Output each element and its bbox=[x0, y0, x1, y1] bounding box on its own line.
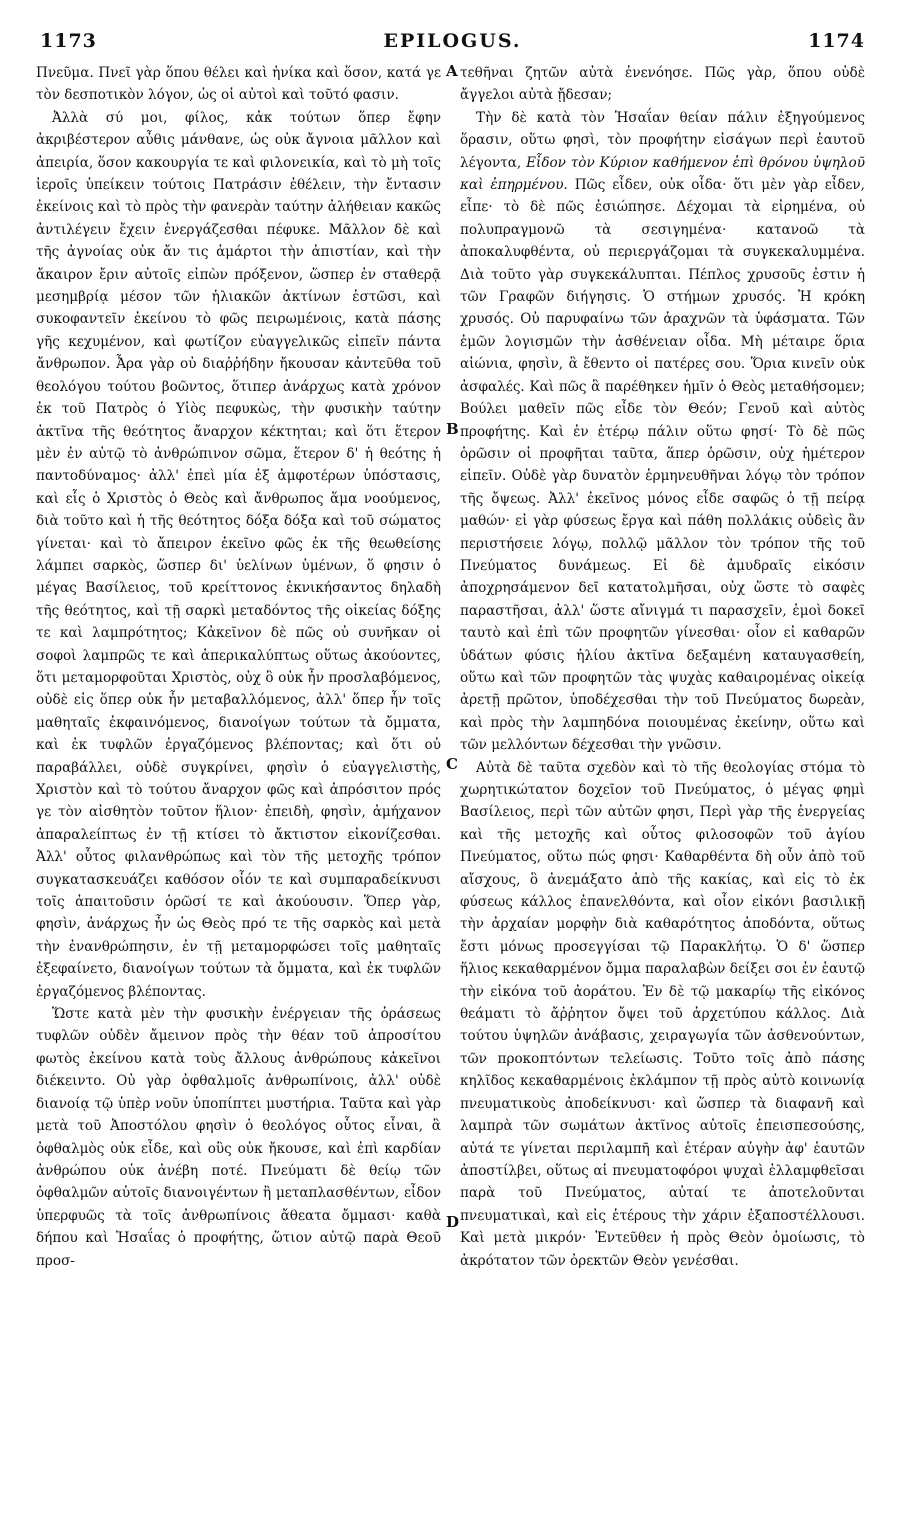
right-paragraph-3: Αὐτὰ δὲ ταῦτα σχεδὸν καὶ τὸ τῆς θεολογίας στόμα τὸ χωρητικώτατον δοχεῖον τοῦ Πνεύματος, ὁ μέγας φημὶ Βασίλειος, περὶ τῶν αὐτῶν φησι, Περὶ γὰρ τῆς ἐνεργείας καὶ τῆς μετοχῆς καὶ οὗτος φιλοσοφῶν τοῦ ἁγίου Πνεύματος, οὕτω πώς φησι· Καθαρθέντα δὴ οὖν ἀπὸ τοῦ αἴσχους, ὃ ἀνεμάξατο ἀπὸ τῆς κακίας, καὶ εἰς τὸ ἐκ φύσεως κάλλος ἐπανελθόντα, καὶ οἷον εἰκόνι βασιλικῇ τὴν ἀρχαίαν μορφὴν διὰ καθαρότητος ἀποδόντα, οὕτως ἔστι μόνως προσεγγίσαι τῷ Παρακλήτῳ. Ὁ δ' ὥσπερ ἥλιος κεκαθαρμένον ὄμμα παραλαβὼν δείξει σοι ἐν ἑαυτῷ τὴν εἰκόνα τοῦ ἀοράτου. Ἐν δὲ τῷ μακαρίῳ τῆς εἰκόνος θεάματι τὸ ἄῤῥητον ὄψει τοῦ ἀρχετύπου κάλλος. Διὰ τούτου ὑψηλῶν ἀνάβασις, χειραγωγία τῶν ἀσθενούντων, τῶν προκοπτόντων τελείωσις. Τοῦτο τοῖς ἀπὸ πάσης κηλῖδος κεκαθαρμένοις ἐκλάμπον τῇ πρὸς αὐτὸ κοινωνίᾳ πνευματικοὺς ἀποδείκνυσι· καὶ ὥσπερ τὰ διαφανῆ καὶ λαμπρὰ τῶν σωμάτων ἀκτῖνος αὐτοῖς ἐπεισπεσούσης, αὐτά τε γίνεται περιλαμπῆ καὶ ἑτέραν αὐγὴν ἀφ' ἑαυτῶν ἀποστίλβει, οὕτως αἱ πνευματοφόροι ψυχαὶ ἐλλαμφθεῖσαι παρὰ τοῦ Πνεύματος, αὐταί τε ἀποτελοῦνται πνευματικαὶ, καὶ εἰς ἑτέρους τὴν χάριν ἐξαποστέλλουσι. Καὶ μετὰ μικρόν· Ἐντεῦθεν ἡ πρὸς Θεὸν ὁμοίωσις, τὸ ἀκρότατον τῶν ὀρεκτῶν Θεὸν γενέσθαι. bbox=[460, 759, 865, 1269]
right-column bbox=[460, 62, 865, 1272]
running-title: EPILOGUS. bbox=[383, 30, 522, 52]
page-number-left: 1173 bbox=[40, 30, 97, 52]
left-paragraph-2: Ἀλλὰ σύ μοι, φίλος, κἀκ τούτων ὅπερ ἔφην ἀκριβέστερον αὖθις μάνθανε, ὡς οὐκ ἄγνοια μᾶλλον καὶ ἀπειρία, ὅσον κακουργία τε καὶ φιλονεικία, καὶ τὸ μὴ τοῖς ἱεροῖς ὑπείκειν τούτοις Πατράσιν ἐθέλειν, τὴν ἔντασιν ἐκείνοις καὶ τὸ πρὸς τὴν φανερὰν ταύτην ἀλήθειαν κακῶς ἀντιλέγειν ἔχειν ἐνεργάζεσθαι πέφυκε. Μᾶλλον δὲ καὶ τῆς ἀγνοίας οὐκ ἄν τις ἁμάρτοι τὴν ἀπιστίαν, καὶ τὴν ἄκαιρον ἔριν αὐτοῖς εἰπὼν πρόξενον, ὥσπερ ἐν σταθερᾷ μεσημβρίᾳ μέσον τῶν ἡλιακῶν ἀκτίνων ἑστῶσι, καὶ συκοφαντεῖν ἐκείνου τὸ φῶς πειρωμένοις, κατὰ πάσης γῆς κεχυμένον, καὶ φωτίζον εὐαγγελικῶς εἰπεῖν πάντα ἄνθρωπον. Ἆρα γὰρ οὐ διαῤῥήδην ἤκουσαν κἀντεῦθα τοῦ θεολόγου τούτου βοῶντος, ὅτιπερ ἀνάρχως κατὰ χρόνον ἐκ τοῦ Πατρὸς ὁ Υἱὸς πεφυκὼς, τὴν φυσικὴν ταύτην ἀκτῖνα τῆς θεότητος ἄναρχον κέκτηται; καὶ ὅτι ἕτερον μὲν ἐν αὐτῷ τὸ ἀνθρώπινον σῶμα, ἕτερον δ' ἡ θεότης ἡ παντοδύναμος· ἀλλ' ἐπεὶ μία ἐξ ἀμφοτέρων ὑπόστασις, καὶ εἷς ὁ Χριστὸς ὁ Θεὸς καὶ ἄνθρωπος ἅμα νοούμενος, διὰ τοῦτο καὶ ἡ τῆς θεότητος δόξα δόξα καὶ τοῦ σώματος γίνεται· καὶ τὸ ἄπειρον ἐκεῖνο φῶς ἐκ τῆς θεωθείσης λάμπει σαρκὸς, ὥσπερ δι' ὑελίνων ὑμένων, ὅ φησιν ὁ μέγας Βασίλειος, τοῦ κρείττονος ἐκνικήσαντος δηλαδὴ τῆς θεότητος, καὶ τῇ σαρκὶ μεταδόντος τῆς οἰκείας δόξης τε καὶ λαμπρότητος; Κἀκεῖνον δὲ πῶς οὐ συνῆκαν οἱ σοφοὶ λαμπρῶς τε καὶ ἀπερικαλύπτως οὕτως ἀκούοντες, ὅτι μεταμορφοῦται Χριστὸς, οὐχ ὃ οὐκ ἦν προσλαβόμενος, οὐδὲ εἰς ὅπερ οὐκ ἦν μεταβαλλόμενος, ἀλλ' ὅπερ ἦν τοῖς μαθηταῖς ἐκφαινόμενος, διανοίγων τούτων τὰ ὄμματα, καὶ ἐκ τυφλῶν ἐργαζόμενος βλέποντας; καὶ ὅτι οὐ παραβάλλει, οὐδὲ συγκρίνει, φησὶν ὁ εὐαγγελιστὴς, Χριστὸν καὶ τὸ τούτου ἄναρχον φῶς καὶ ἀπρόσιτον πρός γε τὸν αἰσθητὸν τοῦτον ἥλιον· ἐπειδὴ, φησὶν, ἀμήχανον ἀπαραλείπτως ἐν τῇ κτίσει τὸ ἄκτιστον εἰκονίζεσθαι. Ἀλλ' οὗτος φιλανθρώπως καὶ τὸν τῆς μετοχῆς τρόπον συγκατασκευάζει καθόσον οἷόν τε καὶ συμπαραδείκνυσι τοῖς ἀπαιτοῦσιν ὁρῶσί τε καὶ ἀκούουσιν. Ὅπερ γὰρ, φησὶν, ἀνάρχως ἦν ὡς Θεὸς πρό τε τῆς σαρκὸς καὶ μετὰ τὴν ἐνανθρώπησιν, ἐν τῇ μεταμορφώσει τοῖς μαθηταῖς ἐξεφαίνετο, διανοίγων τούτων τὰ ὄμματα, καὶ ἐκ τυφλῶν ἐργαζόμενος βλέποντας. bbox=[36, 109, 441, 1000]
right-paragraph-1: τεθῆναι ζητῶν αὐτὰ ἐνενόησε. Πῶς γὰρ, ὅπου οὐδὲ ἄγγελοι αὐτὰ ᾔδεσαν; bbox=[460, 65, 865, 104]
left-paragraph-3: Ὥστε κατὰ μὲν τὴν φυσικὴν ἐνέργειαν τῆς ὁράσεως τυφλῶν οὐδὲν ἄμεινον πρὸς τὴν θέαν τοῦ ἀπροσίτου φωτὸς ἐκείνου κατὰ τοὺς ἄλλους ἀνθρώπους κἀκεῖνοι διέκειντο. Οὐ γὰρ ὀφθαλμοῖς ἀνθρωπίνοις, ἀλλ' οὐδὲ διανοίᾳ τῷ ὑπὲρ νοῦν ὑποπίπτει μυστήρια. Ταῦτα καὶ γὰρ μετὰ τοῦ Ἀποστόλου φησὶν ὁ θεολόγος οὗτος εἶναι, ἃ ὀφθαλμὸς οὐκ εἶδε, καὶ οὓς οὐκ ἤκουσε, καὶ ἐπὶ καρδίαν ἀνθρώπου οὐκ ἀνέβη ποτέ. Πνεύματι δὲ θείῳ τῶν ὀφθαλμῶν αὐτοῖς διανοιγέντων ἢ μεταπλασθέντων, εἶδον ὑπερφυῶς τὰ τοῖς ἀνθρωπίνοις ἄθεατα ὄμμασι· καθὰ δήπου καὶ Ἡσαΐας ὁ προφήτης, ὥτιον αὐτῷ παρὰ Θεοῦ προσ- bbox=[36, 1006, 441, 1269]
right-paragraph-2-text: Τὴν δὲ κατὰ τὸν Ἡσαΐαν θείαν πάλιν ἐξηγούμενος ὅρασιν, οὕτω φησὶ, τὸν προφήτην εἰσάγων περὶ ἑαυτοῦ λέγοντα, bbox=[460, 109, 865, 171]
margin-marker-c: C bbox=[446, 755, 458, 773]
margin-marker-a: A bbox=[446, 62, 458, 80]
page-number-right: 1174 bbox=[808, 30, 865, 52]
margin-marker-b: B bbox=[446, 420, 459, 438]
left-column bbox=[36, 62, 441, 1272]
scripture-quote: Εἶδον τὸν Κύριον καθήμενον ἐπὶ θρόνου ὑψηλοῦ καὶ ἐπηρμένου. bbox=[460, 154, 865, 194]
margin-marker-d: D bbox=[446, 1213, 460, 1231]
page-header bbox=[40, 30, 865, 56]
right-paragraph-2 bbox=[460, 107, 865, 757]
left-paragraph-1: Πνεῦμα. Πνεῖ γὰρ ὅπου θέλει καὶ ἡνίκα καὶ ὅσον, κατά γε τὸν δεσποτικὸν λόγον, ὡς οἱ αὐτοὶ καὶ τοῦτό φασιν. bbox=[36, 65, 441, 104]
right-paragraph-2-text-cont: Πῶς εἶδεν, οὐκ οἶδα· ὅτι μὲν γὰρ εἶδεν, εἶπε· τὸ δὲ πῶς ἐσιώπησε. Δέχομαι τὰ εἰρημένα, οὐ πολυπραγμονῶ τὰ σεσιγημένα· κατανοῶ τὰ ἀποκαλυφθέντα, οὐ περιεργάζομαι τὰ συγκεκαλυμμένα. Διὰ τοῦτο γὰρ συγκεκάλυπται. Πέπλος χρυσοῦς ἐστιν ἡ τῶν Γραφῶν διήγησις. Ὁ στήμων χρυσός. Ἡ κρόκη χρυσός. Οὐ παρυφαίνω τῶν ἀραχνῶν τὰ ὑφάσματα. Τῶν ἐμῶν λογισμῶν τὴν ἀσθένειαν οἶδα. Μὴ μέταιρε ὅρια αἰώνια, φησὶν, ἃ ἔθεντο οἱ πατέρες σου. Ὅρια κινεῖν οὐκ ἀσφαλές. Καὶ πῶς ἃ παρέθηκεν ἡμῖν ὁ Θεὸς μεταθήσομεν; Βούλει μαθεῖν πῶς εἶδε τὸν Θεόν; Γενοῦ καὶ αὐτὸς προφήτης. Καὶ ἐν ἑτέρῳ πάλιν οὕτω φησί· Τὸ δὲ πῶς ὁρῶσιν οἱ προφῆται ταῦτα, ἅπερ ὁρῶσιν, οὐχ ἡμέτερον εἰπεῖν. Οὐδὲ γὰρ δυνατὸν ἑρμηνευθῆναι λόγῳ τὸν τρόπον τῆς ὄψεως. Ἀλλ' ἐκεῖνος μόνος εἶδε σαφῶς ὁ τῇ πείρᾳ μαθών· εἰ γὰρ φύσεως ἔργα καὶ πάθη πολλάκις οὐδεὶς ἂν περιστήσειε λόγῳ, πολλῷ μᾶλλον τὸν τρόπον τῆς τοῦ Πνεύματος δυνάμεως. Εἰ δὲ ἀμυδραῖς εἰκόσιν ἀποχρησάμενον δεῖ κατατολμῆσαι, οὐχ ὥστε τὸ σαφὲς παραστῆσαι, ἀλλ' ὥστε αἴνιγμά τι παρασχεῖν, ἐμοὶ δοκεῖ ταυτὸ καὶ ἐπὶ τῶν προφητῶν γίνεσθαι· οἷον εἰ καθαρῶν ὑδάτων φύσις ἡλίου ἀκτῖνα δεξαμένη καταυγασθείη, οὕτω καὶ τῶν προφητῶν τὰς ψυχὰς καθαιρομένας οἰκείᾳ ἀρετῇ πρῶτον, ὑποδέχεσθαι τὴν τοῦ Πνεύματος δωρεὰν, καὶ πρὸς τὴν λαμπηδόνα ποιουμένας ἐκείνην, οὕτω καὶ τῶν μελλόντων δέχεσθαι τὴν γνῶσιν. bbox=[460, 177, 865, 754]
